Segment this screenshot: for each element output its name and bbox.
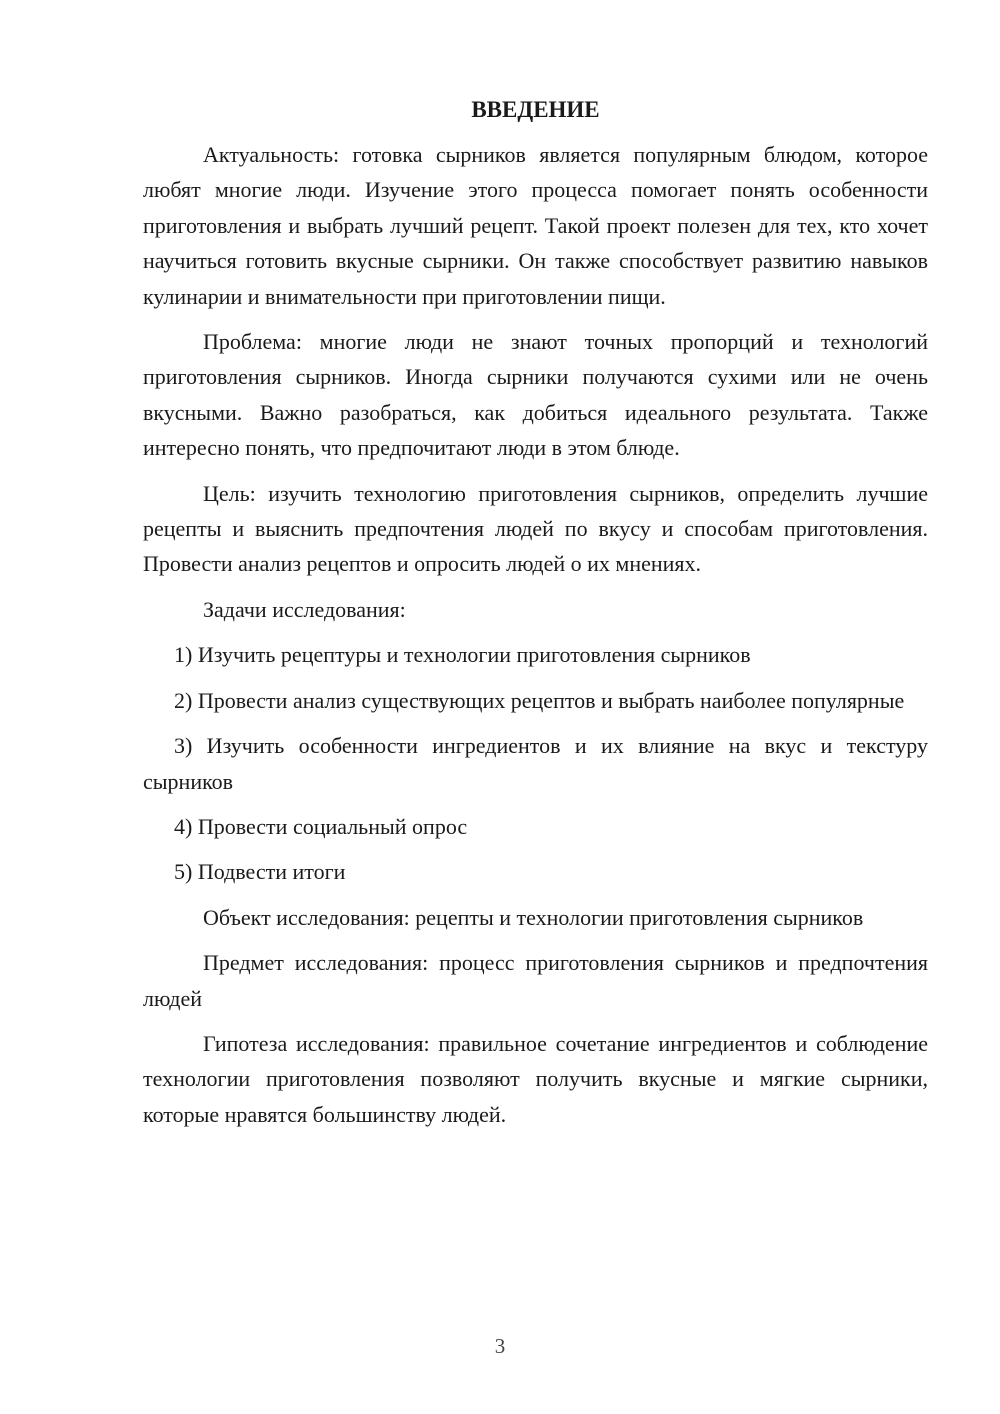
task-item-3: 3) Изучить особенности ингредиентов и их влияние на вкус и текстуру сырников [143, 733, 928, 794]
actuality-paragraph: Актуальность: готовка сырников является популярным блюдом, которое любят многие люди. Изучение этого процесса помогает понять особенности приготовления и выбрать лучший рецепт. Такой проект полезен для тех, кто хочет научиться готовить вкусные сырники. Он также способствует развитию навыков кулинарии и внимательности при приготовлении пищи. [143, 142, 928, 309]
subject-paragraph: Предмет исследования: процесс приготовления сырников и предпочтения людей [143, 950, 928, 1011]
page-number: 3 [494, 1334, 506, 1358]
task-item-1: 1) Изучить рецептуры и технологии приготовления сырников [174, 642, 751, 668]
object-paragraph: Объект исследования: рецепты и технологии приготовления сырников [203, 904, 864, 930]
task-item-4: 4) Провести социальный опрос [174, 813, 468, 839]
tasks-heading: Задачи исследования: [203, 596, 406, 622]
task-item-5: 5) Подвести итоги [174, 859, 346, 885]
problem-paragraph: Проблема: многие люди не знают точных пропорций и технологий приготовления сырников. Иногда сырники получаются сухими или не очень вкусными. Важно разобраться, как добиться идеального результата. Также интересно понять, что предпочитают люди в этом блюде. [143, 329, 928, 461]
task-item-2: 2) Провести анализ существующих рецептов и выбрать наиболее популярные [174, 687, 905, 713]
page-title: ВВЕДЕНИЕ [471, 97, 600, 122]
goal-paragraph: Цель: изучить технологию приготовления сырников, определить лучшие рецепты и выяснить предпочтения людей по вкусу и способам приготовления. Провести анализ рецептов и опросить людей о их мнениях. [143, 480, 928, 577]
document-page [143, 92, 928, 1142]
hypothesis-paragraph: Гипотеза исследования: правильное сочетание ингредиентов и соблюдение технологии приготовления позволяют получить вкусные и мягкие сырники, которые нравятся большинству людей. [143, 1030, 928, 1127]
